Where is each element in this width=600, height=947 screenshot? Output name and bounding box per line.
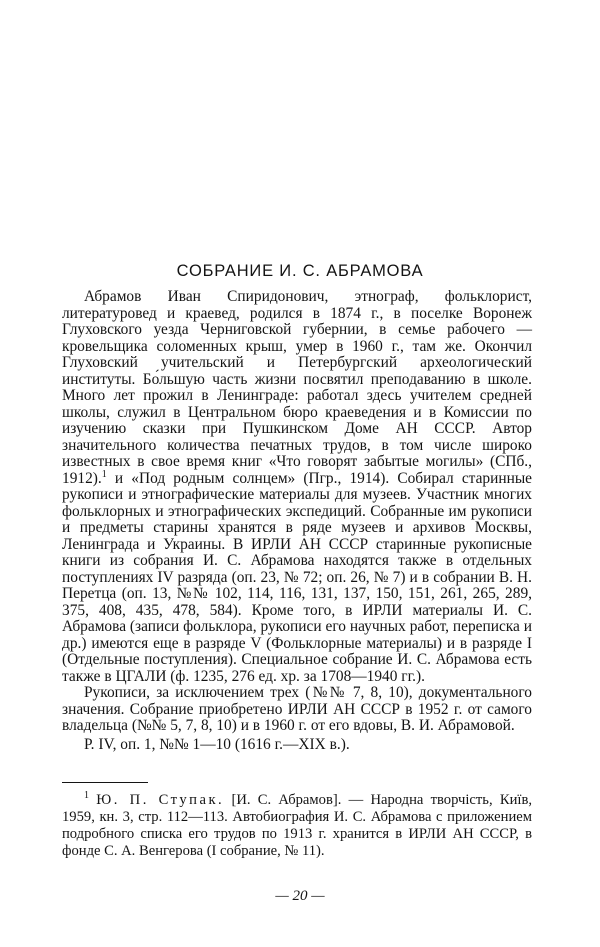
acquisition-paragraph: Рукописи, за исключением трех (№№ 7, 8, 10), документального значения. Собрание приобретено ИРЛИ АН СССР в 1952 г. от самого владельца (№№ 5, 7, 8, 10) и в 1960 г. от его вдовы, В. И. Абрамовой. — [62, 684, 532, 734]
page-title: СОБРАНИЕ И. С. АБРАМОВА — [176, 262, 424, 280]
biography-paragraph — [62, 289, 532, 685]
biography-text-continued: и «Под родным солнцем» (Пгр., 1914). Собирал старинные рукописи и этнографические материалы для музеев. Участник многих фольклорных и этнографических экспедиций. Собранные им рукописи и предметы старины хранятся в ряде музеев и архивов Москвы, Ленинграда и Украины. В ИРЛИ АН СССР старинные рукописные книги из собрания И. С. Абрамова находятся также в отдельных поступлениях IV разряда (оп. 23, № 72; оп. 26, № 7) и в собрании В. Н. Перетца (оп. 13, №№ 102, 114, 116, 131, 137, 150, 151, 261, 265, 289, 375, 408, 435, 478, 584). Кроме того, в ИРЛИ материалы И. С. Абрамова (записи фольклора, рукописи его научных работ, переписка и др.) имеются еще в разряде V (Фольклорные материалы) и в разряде I (Отдельные поступления). Специальное собрание И. С. Абрамова есть также в ЦГАЛИ (ф. 1235, 276 ед. хр. за 1708—1940 гг.). — [62, 469, 532, 685]
main-text — [62, 289, 532, 753]
footnote — [62, 792, 532, 860]
page-number: — 20 — — [275, 888, 325, 904]
footnote-divider — [62, 782, 148, 783]
archive-sigla: Р. IV, оп. 1, №№ 1—10 (1616 г.—XIX в.). — [84, 735, 350, 753]
footnote-reference: 1 — [101, 468, 107, 480]
footnote-author: Ю. П. Ступак. — [96, 792, 225, 808]
footnote-text: [И. С. Абрамов]. — Народна творчість, Київ, 1959, кн. 3, стр. 112—113. Автобиография И. С. Абрамова с приложением подробного списка его трудов по 1913 г. хранится в ИРЛИ АН СССР, в фонде С. А. Венгерова (I собрание, № 11). — [62, 792, 532, 859]
biography-text: Абрамов Иван Спиридонович, этнограф, фольклорист, литературовед и краевед, родился в 1874 г., в поселке Воронеж Глуховского уезда Черниговской губернии, в семье рабочего — кровельщика соломенных крыш, умер в 1960 г., там же. Окончил Глуховский учительский и Петербургский археологический институты. Бо́льшую часть жизни посвятил преподаванию в школе. Много лет прожил в Ленинграде: работал здесь учителем средней школы, служил в Центральном бюро краеведения и в Комиссии по изучению сказки при Пушкинском Доме АН СССР. Автор значительного количества печатных трудов, в том числе широко известных в свое время книг «Что говорят забытые могилы» (СПб., 1912). — [62, 288, 532, 487]
footnote-number: 1 — [84, 790, 89, 802]
